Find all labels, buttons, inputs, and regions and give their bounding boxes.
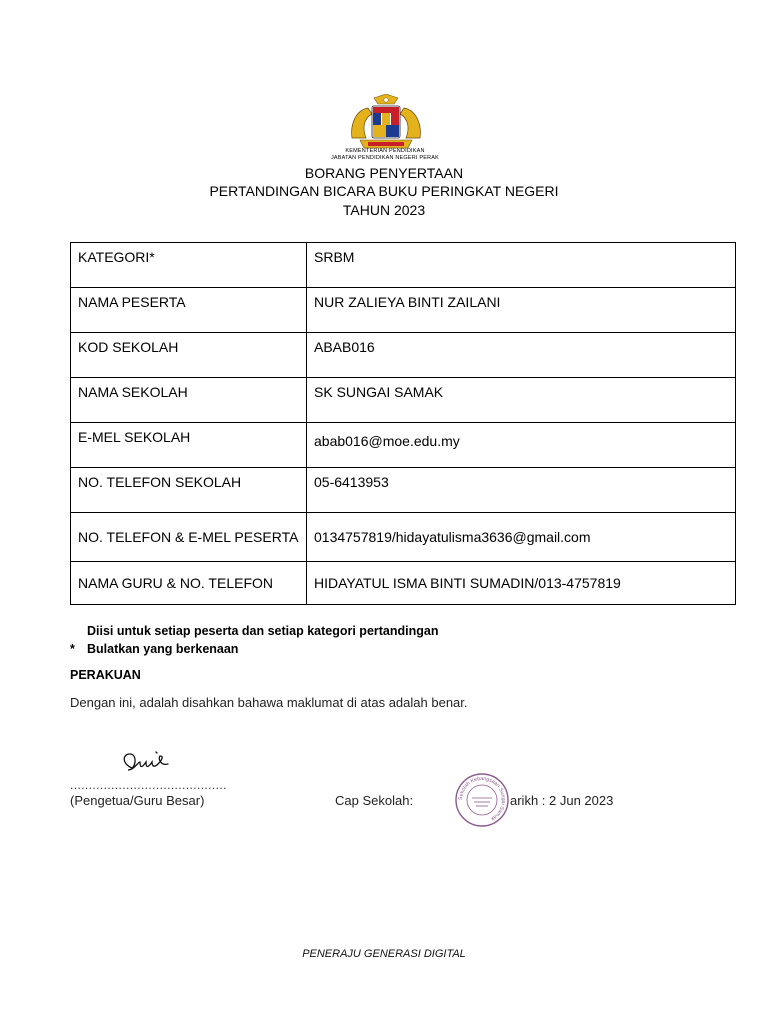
school-stamp: [454, 772, 510, 828]
row-label-cell: [71, 243, 307, 288]
row-label-cell: [71, 333, 307, 378]
signature-line: ..........................................: [70, 778, 227, 792]
row-label-cell: [71, 513, 307, 562]
row-value-cell: [307, 468, 736, 513]
coat-of-arms-logo: [346, 94, 426, 152]
row-label: NAMA SEKOLAH: [78, 384, 188, 400]
row-label: NO. TELEFON & E-MEL PESERTA: [78, 529, 299, 545]
row-label-cell: [71, 423, 307, 468]
declaration-heading: PERAKUAN: [70, 668, 141, 682]
row-label: NO. TELEFON SEKOLAH: [78, 474, 242, 490]
svg-text:Sekolah Kebangsaan Sungai Sama: Sekolah Kebangsaan Sungai Samak: [457, 775, 507, 822]
declaration-text: Dengan ini, adalah disahkan bahawa maklumat di atas adalah benar.: [70, 695, 468, 710]
row-value-cell: [307, 513, 736, 562]
row-value: HIDAYATUL ISMA BINTI SUMADIN/013-4757819: [314, 575, 621, 591]
row-value: 0134757819/hidayatulisma3636@gmail.com: [314, 529, 591, 545]
year-title: TAHUN 2023: [342, 202, 426, 218]
table-row: [71, 243, 736, 288]
row-value-cell: [307, 333, 736, 378]
row-value-cell: [307, 288, 736, 333]
row-label: NAMA PESERTA: [78, 294, 186, 310]
row-value-cell: [307, 378, 736, 423]
row-label: KOD SEKOLAH: [78, 339, 179, 355]
row-label-cell: [71, 562, 307, 605]
date-label: arikh : 2 Jun 2023: [510, 793, 614, 808]
competition-title: PERTANDINGAN BICARA BUKU PERINGKAT NEGERI: [209, 183, 559, 199]
row-value: ABAB016: [314, 339, 375, 355]
signatory-role: (Pengetua/Guru Besar): [70, 793, 205, 808]
form-title: BORANG PENYERTAAN: [304, 165, 464, 181]
ministry-name: KEMENTERIAN PENDIDIKAN: [345, 148, 425, 154]
row-value-cell: [307, 423, 736, 468]
row-value: abab016@moe.edu.my: [314, 433, 460, 449]
row-value-cell: [307, 562, 736, 605]
row-label-cell: [71, 378, 307, 423]
fill-instruction: Diisi untuk setiap peserta dan setiap kategori pertandingan: [87, 624, 439, 638]
footer-slogan: PENERAJU GENERASI DIGITAL: [302, 948, 466, 960]
circle-instruction: [70, 642, 238, 656]
row-value: NUR ZALIEYA BINTI ZAILANI: [314, 294, 501, 310]
row-value: SK SUNGAI SAMAK: [314, 384, 444, 400]
table-row: [71, 562, 736, 605]
asterisk: *: [70, 642, 75, 656]
row-value-cell: [307, 243, 736, 288]
row-label: NAMA GURU & NO. TELEFON: [78, 575, 273, 591]
registration-table: [70, 242, 736, 605]
table-row: [71, 513, 736, 562]
row-value: 05-6413953: [314, 474, 389, 490]
table-row: [71, 288, 736, 333]
row-label: E-MEL SEKOLAH: [78, 429, 191, 445]
table-row: [71, 378, 736, 423]
row-label-cell: [71, 288, 307, 333]
table-row: [71, 468, 736, 513]
department-name: JABATAN PENDIDIKAN NEGERI PERAK: [330, 155, 440, 161]
row-label: KATEGORI*: [78, 249, 155, 265]
row-value: SRBM: [314, 249, 355, 265]
table-row: [71, 423, 736, 468]
table-row: [71, 333, 736, 378]
row-label-cell: [71, 468, 307, 513]
circle-instruction-text: Bulatkan yang berkenaan: [87, 642, 239, 656]
school-stamp-label: Cap Sekolah:: [335, 793, 414, 808]
